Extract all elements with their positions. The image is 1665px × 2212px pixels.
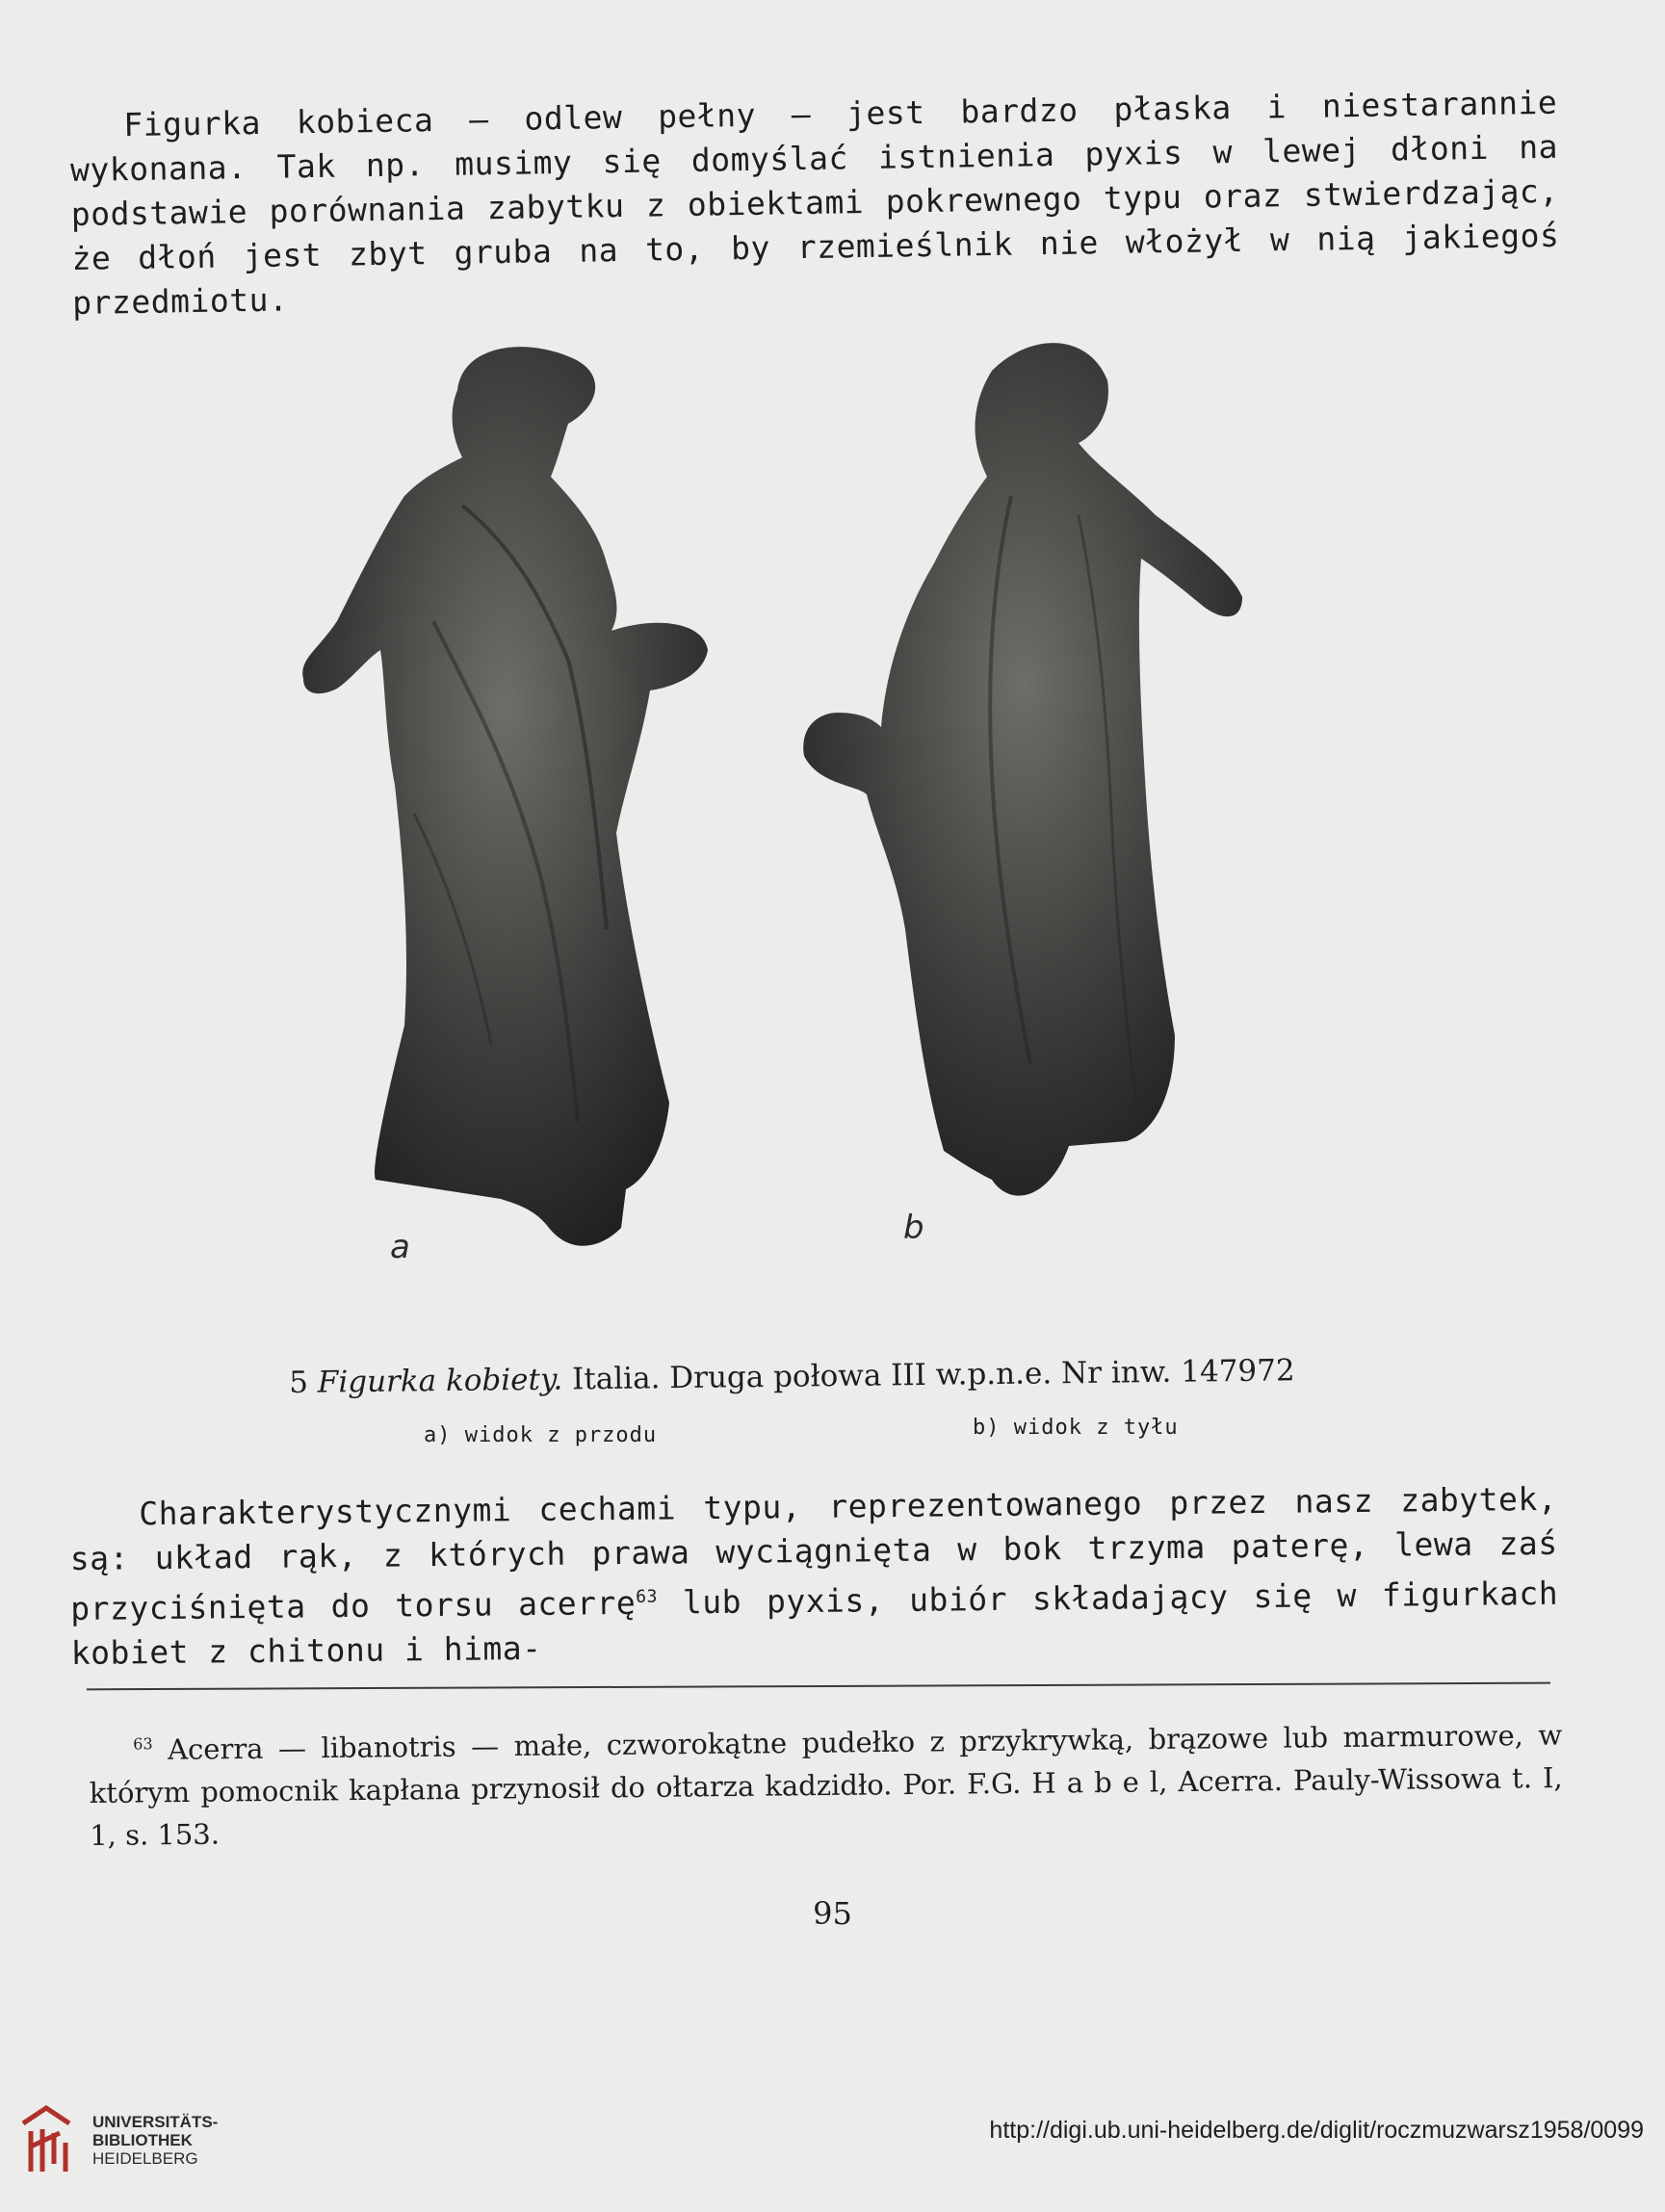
figure-caption <box>289 1353 1348 1400</box>
caption-number: 5 <box>289 1365 309 1400</box>
footnote-text: Acerra — libanotris — małe, czworokątne pudełko z przykrywką, brązowe lub marmurowe, w którym pomocnik kapłana przynosił do ołtarza kadzidło. Por. F.G. H a b e l, Acerra. Pauly-Wissowa t. I, 1, s. 153. <box>89 1718 1563 1852</box>
source-url-link[interactable]: http://digi.ub.uni-heidelberg.de/diglit/roczmuzwarsz1958/0099 <box>989 2117 1644 2144</box>
figure-photograph <box>279 332 1339 1348</box>
caption-title: Figurka kobiety. <box>317 1362 563 1400</box>
figurine-front-view <box>302 347 708 1246</box>
caption-details: Italia. Druga połowa III w.p.n.e. Nr inw. 147972 <box>562 1353 1295 1397</box>
figurine-photo-image <box>279 332 1339 1348</box>
library-logo-icon <box>17 2104 75 2175</box>
subcaption-b: b) widok z tyłu <box>973 1416 1179 1440</box>
intro-paragraph: Figurka kobieca — odlew pełny — jest bardzo płaska i niestarannie wykonana. Tak np. musimy się domyślać istnienia pyxis w lewej dłoni na podstawie porównania zabytku z obiektami pokrewnego typu oraz stwierdzając, że dłoń jest zbyt gruba na to, by rzemieślnik nie włożył w nią jakiegoś przedmiotu. <box>69 83 1560 322</box>
library-name-line3: HEIDELBERG <box>92 2148 198 2168</box>
footnote-reference: 63 <box>636 1586 659 1607</box>
body-text-after-ref: lub pyxis, ubiór składający się w figurkach kobiet z chitonu i hima- <box>70 1574 1559 1672</box>
subcaption-a: a) widok z przodu <box>424 1423 658 1447</box>
footnote <box>89 1708 1563 1857</box>
body-text-before-ref: Charakterystycznymi cechami typu, reprezentowanego przez nasz zabytek, są: układ rąk, z których prawa wyciągnięta w bok trzyma paterę, lewa zaś przyciśnięta do torsu acerrę <box>69 1479 1558 1627</box>
library-name-line1: UNIVERSITÄTS- <box>92 2112 219 2131</box>
figurine-back-view <box>803 343 1242 1195</box>
footnote-divider <box>87 1682 1550 1691</box>
figure-label-a: a <box>390 1228 410 1266</box>
library-name <box>92 2113 218 2168</box>
figure-label-b: b <box>903 1209 924 1247</box>
body-paragraph <box>69 1477 1559 1676</box>
library-logo <box>17 2104 218 2175</box>
page-number: 95 <box>813 1895 852 1932</box>
library-name-line2: BIBLIOTHEK <box>92 2130 193 2149</box>
footnote-number: 63 <box>133 1734 153 1754</box>
